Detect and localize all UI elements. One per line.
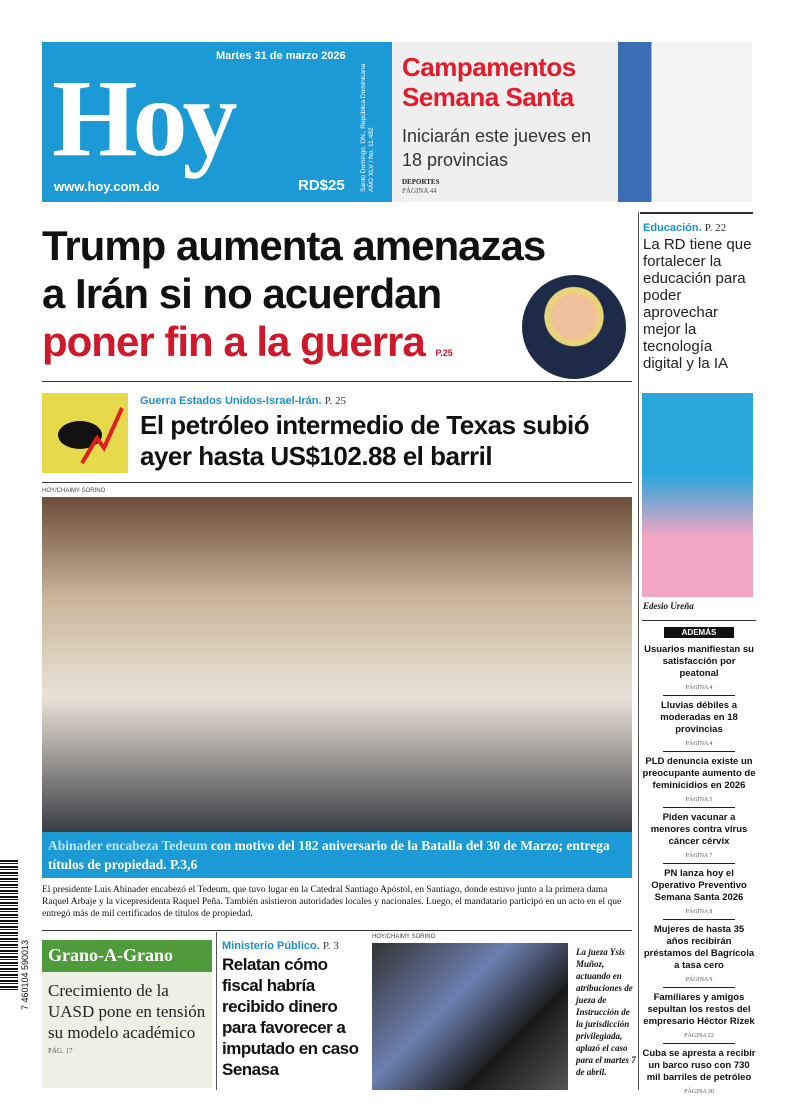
edesio-urena-photo bbox=[642, 393, 753, 597]
logo: Hoy bbox=[52, 57, 233, 179]
ademas-item[interactable] bbox=[642, 924, 756, 983]
barcode bbox=[0, 860, 18, 990]
page-ref: P. 25 bbox=[324, 395, 347, 407]
divider bbox=[216, 932, 217, 1090]
education-story[interactable] bbox=[643, 222, 755, 372]
caption-text: con motivo del 182 aniversario de la Batalla del 30 de Marzo; entrega títulos de propiedad. P.3,6 bbox=[48, 838, 610, 872]
ademas-item[interactable] bbox=[642, 812, 756, 859]
rising-arrow-icon bbox=[42, 393, 128, 473]
divider bbox=[663, 987, 735, 988]
photo-credit: HOY/CHAIMY SORINO bbox=[42, 488, 106, 494]
senasa-story[interactable] bbox=[222, 940, 368, 1080]
item-page: PÁGINA 22 bbox=[684, 1033, 714, 1039]
promo-box[interactable] bbox=[392, 42, 618, 202]
trump-photo bbox=[522, 275, 626, 379]
tedeum-photo bbox=[42, 497, 632, 832]
grano-page: PÁG. 17 bbox=[48, 1047, 73, 1055]
edition-info bbox=[360, 52, 376, 192]
divider bbox=[663, 919, 735, 920]
ademas-item[interactable] bbox=[642, 700, 756, 747]
item-title: Cuba se apresta a recibir un barco ruso con 730 mil barriles de petróleo bbox=[642, 1048, 756, 1083]
headline-line-red: poner fin a la guerra bbox=[42, 318, 425, 365]
column-divider bbox=[638, 212, 639, 1090]
photo-credit: HOY/CHAIMY SORINO bbox=[372, 934, 436, 940]
oil-kicker bbox=[140, 395, 346, 407]
item-page: PÁGINA 4 bbox=[685, 685, 713, 691]
divider bbox=[663, 751, 735, 752]
item-title: Familiares y amigos sepultan los restos del empresario Héctor Rizek bbox=[643, 992, 755, 1027]
price: RD$25 bbox=[298, 177, 345, 194]
item-title: Lluvias débiles a moderadas en 18 provincias bbox=[660, 700, 738, 735]
item-page: PÁGINA 5 bbox=[685, 797, 713, 803]
edition-number: AÑO XLV / No. 11,482 bbox=[368, 127, 375, 192]
divider bbox=[42, 381, 632, 382]
promo-section: DEPORTES bbox=[402, 178, 440, 186]
divider bbox=[640, 212, 753, 214]
education-headline: La RD tiene que fortalecer la educación para poder aprovechar mejor la tecnología digital y la IA bbox=[643, 236, 752, 372]
caption-lead: Abinader encabeza Tedeum bbox=[48, 838, 208, 853]
promo-subtitle: Iniciarán este jueves en 18 provincias bbox=[402, 126, 592, 170]
divider bbox=[663, 1043, 735, 1044]
ademas-item[interactable] bbox=[642, 644, 756, 691]
divider bbox=[663, 863, 735, 864]
photo-name: Edesio Ureña bbox=[643, 601, 694, 611]
ademas-item[interactable] bbox=[642, 1048, 756, 1095]
senasa-headline: Relatan cómo fiscal habría recibido dinero para favorecer a imputado en caso Senasa bbox=[222, 955, 359, 1079]
divider bbox=[663, 807, 735, 808]
item-page: PÁGINA 4 bbox=[685, 741, 713, 747]
item-title: PN lanza hoy el Operativo Preventivo Semana Santa 2026 bbox=[651, 868, 747, 903]
headline-line: Trump aumenta amenazas bbox=[42, 222, 546, 269]
barcode-number: 7 460104 590013 bbox=[20, 939, 30, 1010]
promo-page: PÁGINA 44 bbox=[402, 187, 437, 195]
divider bbox=[663, 695, 735, 696]
ademas-item[interactable] bbox=[642, 868, 756, 915]
item-title: Usuarios manifiestan su satisfacción por peatonal bbox=[644, 644, 754, 679]
page-ref: P.25 bbox=[435, 348, 453, 358]
item-page: PÁGINA 9 bbox=[685, 977, 713, 983]
oil-barrel-image bbox=[42, 393, 128, 473]
ademas-item[interactable] bbox=[642, 756, 756, 803]
item-title: Mujeres de hasta 35 años recibirán préstamos del Bagrícola a tasa cero bbox=[643, 924, 755, 971]
item-title: PLD denuncia existe un preocupante aumento de feminicidios en 2026 bbox=[642, 756, 756, 791]
item-page: PÁGINA 7 bbox=[685, 853, 713, 859]
photo-body-text: El presidente Luis Abinader encabezó el Tedeum, que tuvo lugar en la Catedral Santiago Apóstol, en Santiago, donde estuvo junto a la primera dama Raquel Arbaje y la vicepresidenta Raquel Peña. También asistieron autoridades locales y nacionales. Luego, el mandatario participó en un acto en el que entregó más de mil certificados de títulos de propiedad. bbox=[42, 885, 622, 919]
grano-headline: Crecimiento de la UASD pone en tensión su modelo académico bbox=[48, 981, 206, 1042]
kicker-label: Guerra Estados Unidos-Israel-Irán. bbox=[140, 395, 322, 407]
court-photo bbox=[372, 943, 568, 1090]
kicker-label: Ministerio Público. bbox=[222, 940, 320, 952]
divider bbox=[42, 482, 632, 483]
item-page: PÁGINA 8 bbox=[685, 909, 713, 915]
promo-title: Campamentos Semana Santa bbox=[402, 52, 576, 112]
item-page: PÁGINA 30 bbox=[684, 1089, 714, 1095]
divider bbox=[642, 620, 756, 621]
page-ref: P. 22 bbox=[704, 222, 727, 234]
page-ref: P. 3 bbox=[322, 940, 339, 952]
divider bbox=[42, 930, 632, 931]
location: Santo Domingo, DN., República Dominicana bbox=[360, 63, 367, 192]
masthead bbox=[42, 42, 392, 202]
kicker-label: Educación. bbox=[643, 222, 702, 234]
photo-caption[interactable] bbox=[42, 832, 632, 878]
issue-date: Martes 31 de marzo 2026 bbox=[216, 50, 346, 62]
ademas-badge: ADEMÁS bbox=[664, 627, 735, 638]
grano-a-grano-box[interactable] bbox=[42, 940, 212, 1088]
ademas-list bbox=[642, 612, 756, 1099]
grano-header: Grano-A-Grano bbox=[42, 940, 212, 972]
ademas-item[interactable] bbox=[642, 992, 756, 1039]
promo-photo bbox=[618, 42, 752, 202]
item-title: Piden vacunar a menores contra virus cáncer cérvix bbox=[650, 812, 748, 847]
court-caption: La jueza Ysis Muñoz, actuando en atribuciones de jueza de Instrucción de la jurisdicción privilegiada, aplazó el caso para el martes 7 de abril. bbox=[576, 947, 636, 1077]
website-link[interactable]: www.hoy.com.do bbox=[54, 179, 160, 194]
oil-headline[interactable]: El petróleo intermedio de Texas subió ayer hasta US$102.88 el barril bbox=[140, 410, 590, 471]
headline-line: a Irán si no acuerdan bbox=[42, 270, 442, 317]
